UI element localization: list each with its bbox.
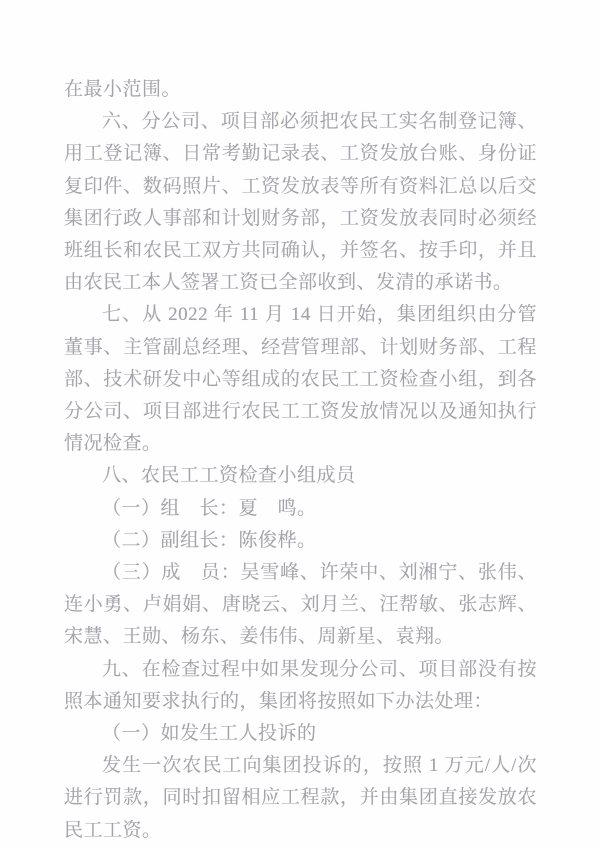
paragraph-item8-heading: 八、农民工工资检查小组成员 [102, 465, 356, 487]
paragraph-item6: 六、分公司、项目部必须把农民工实名制登记簿、用工登记簿、日常考勤记录表、工资发放台账、身份证复印件、数码照片、工资发放表等所有资料汇总以后交集团行政人事部和计划财务部，工资发放表同时必须经班组长和农民工双方共同确认，并签名、按手印，并且由农民工本人签署工资已全部收到、发清的承诺书。 [64, 111, 537, 294]
paragraph-complaint-penalty: 发生一次农民工向集团投诉的，按照 1 万元/人/次进行罚款，同时扣留相应工程款，并由集团直接发放农民工工资。 [64, 755, 537, 841]
paragraph-item7: 七、从 2022 年 11 月 14 日开始，集团组织由分管董事、主管副总经理、经营管理部、计划财务部、工程部、技术研发中心等组成的农民工工资检查小组，到各分公司、项目部进行农民工工资发放情况以及通知执行情况检查。 [64, 304, 537, 455]
paragraph-group-leader: （一）组 长：夏 鸣。 [102, 497, 317, 519]
document-text-block [64, 74, 537, 847]
paragraph-item9: 九、在检查过程中如果发现分公司、项目部没有按照本通知要求执行的，集团将按照如下办法处理： [64, 658, 537, 712]
paragraph-deputy-leader: （二）副组长：陈俊桦。 [102, 529, 317, 551]
paragraph-members: （三）成 员：吴雪峰、许荣中、刘湘宁、张伟、连小勇、卢娟娟、唐晓云、刘月兰、汪帮敏、张志辉、宋慧、王勋、杨东、姜伟伟、周新星、袁翔。 [64, 562, 537, 648]
paragraph-complaint-heading: （一）如发生工人投诉的 [102, 723, 317, 745]
paragraph-tail-item5: 在最小范围。 [64, 79, 182, 100]
